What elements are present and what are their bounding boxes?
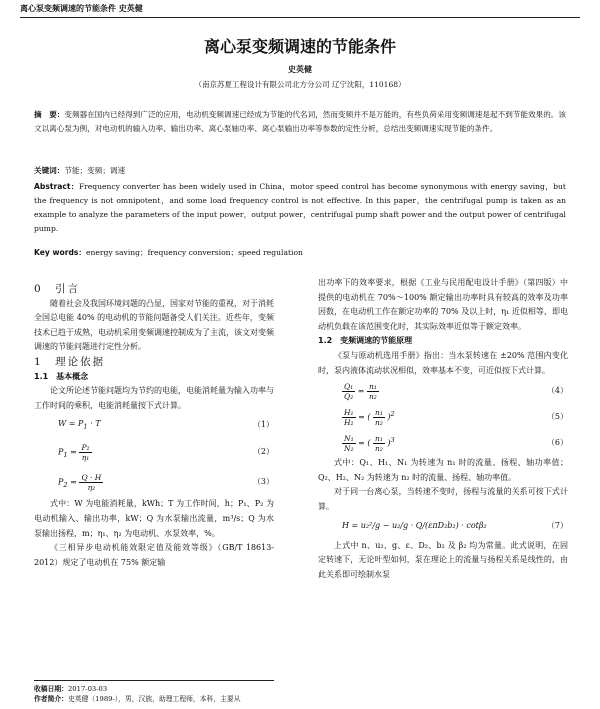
abstract-en [34,180,566,236]
author-name: 史英健 [288,64,312,74]
section-introduction-heading: 0 引言 [34,283,81,295]
abstract-cn [34,108,566,136]
equation-6-number: （6） [546,437,568,447]
right-column [318,276,568,582]
variable-definitions: 式中：W 为电能消耗量，kWh；T 为工作时间，h；P₁、P₂ 为电动机输入、输出功率，kW；Q 为水泵输出流量，m³/s；Q 为水泵输出扬程，m；η₁、η₂ 为电动机、水泵效率，%。 [34,499,274,538]
keywords-en [34,246,566,260]
equation-2: $P_1$ = $\frac{\text{P₂}}{\text{η₁}}$ （2） [58,442,274,462]
equation-7-number: （7） [546,521,568,531]
equation-5-number: （5） [546,411,568,421]
keywords-cn [34,164,566,178]
author-bio: 史英健（1989-），男，汉族，助理工程师，本科，主要从 [67,695,241,703]
equation-6: $\frac{\text{N₁}}{\text{N₂}}$ = ( $\frac{\text{n₁}}{\text{n₂}}$ )$^3$ （6） [344,434,568,454]
equation-4-number: （4） [546,385,568,395]
efficiency-paragraph: 出功率下的效率要求，根据《工业与民用配电设计手册》（第四版）中提供的电动机在 70%～100% 额定输出功率时具有较高的效率及功率因数，在电动机工作在额定功率的 70% 及以上时，η₁ 近似相等，即电动机负载在该范围变化时，其实际效率近似等于额定效率。 [318,278,568,331]
variable-definitions-2: 式中：Q₁、H₁、N₁ 为转速为 n₁ 时的流量、扬程、轴功率值；Q₂、H₂、N₂ 为转速为 n₂ 时的流量、扬程、轴功率值。 [318,458,568,482]
constants-paragraph: 上式中 n、u₂、g、ε、D₂、b₂ 及 β₂ 均为常量。此式说明，在固定转速下，无论叶型如何，泵在理论上的流量与扬程关系是线性的，由此关系即可绘制水泵 [318,540,568,579]
subsection-basic-concepts: 1.1 基本概念 [34,371,89,381]
equation-5: $\frac{\text{H₁}}{\text{H₂}}$ = ( $\frac{\text{n₁}}{\text{n₂}}$ )$^2$ （5） [344,408,568,428]
abstract-cn-label: 摘 要： [34,110,65,119]
left-column [34,282,274,570]
author-bio-label: 作者简介： [34,695,68,703]
received-date-label: 收稿日期： [34,685,68,693]
keywords-en-text: energy saving；frequency conversion；speed regulation [86,248,303,257]
affiliation: （南京苏夏工程设计有限公司北方分公司 辽宁沈阳，110168） [194,80,406,89]
equation-4: $\frac{\text{Q₁}}{\text{Q₂}}$ = $\frac{\text{n₁}}{\text{n₂}}$ （4） [344,381,568,401]
running-header: 离心泵变频调速的节能条件 史英健 [20,3,580,18]
abstract-cn-text: 变频器在国内已经得到广泛的应用，电动机变频调速已经成为节能的代名词，然而变频并不是万能的，有些负荷采用变频调速是起不到节能效果的。该文以离心泵为例，对电动机的输入功率、输出功率、离心泵轴功率、离心泵输出功率等参数的定性分析，总结出变频调速实现节能的条件。 [34,110,566,133]
equation-1-number: （1） [252,420,274,430]
keywords-cn-label: 关键词： [34,166,65,175]
pump-paragraph: 《泵与原动机选用手册》指出：当水泵转速在 ±20% 范围内变化时，泵内液体流动状况相似，效率基本不变，可近似按下式计算。 [318,350,568,375]
keywords-en-label: Key words： [34,248,87,257]
same-pump-paragraph: 对于同一台离心泵，当转速不变时，扬程与流量的关系可按下式计算。 [318,487,568,511]
paper-title: 离心泵变频调速的节能条件 [203,37,396,56]
abstract-en-label: Abstract： [34,182,79,191]
equation-2-number: （2） [252,447,274,457]
equation-7: H = u₂²/g − u₂/g · Q/(επD₂b₂) · cotβ₂ （7） [318,515,568,539]
equation-3-number: （3） [252,477,274,487]
intro-paragraph: 随着社会及我国环境问题的凸显，国家对节能的重视，对于消耗全国总电能 40% 的电动机的节能问题备受人们关注。近些年，变频技术已趋于成熟，电动机采用变频调速控制成为了主流，该文对变频调速的节能问题进行定性分析。 [34,298,274,352]
subsection-principle: 1.2 变频调速的节能原理 [318,336,413,346]
basic-concepts-paragraph: 论文所论述节能问题均为节约的电能，电能消耗量为输入功率与工作时间的乘积，电能消耗量按下式计算。 [34,386,274,410]
footnote [34,680,274,704]
equation-1: $W = P_1 \cdot T$ （1） [34,413,274,437]
keywords-cn-text: 节能；变频；调速 [64,166,126,175]
equation-3: $P_2$ = $\frac{Q \cdot H}{\text{η₂}}$ （3） [58,472,274,492]
standard-paragraph: 《三相异步电动机能效限定值及能效等级》（GB/T 18613-2012）规定了电动机在 75% 额定输 [34,543,274,567]
received-date: 2017-03-03 [67,685,108,693]
abstract-en-text: Frequency converter has been widely used in China，motor speed control has become synonymous with energy saving，but the frequency is not omnipotent，and some load frequency control is not effective. In this paper，the centrifugal pump is taken as an example to analyze the parameters of the input power，output power，centrifugal pump shaft power and the output power of centrifugal pump. [34,182,566,233]
section-theory-heading: 1 理论依据 [34,355,106,368]
